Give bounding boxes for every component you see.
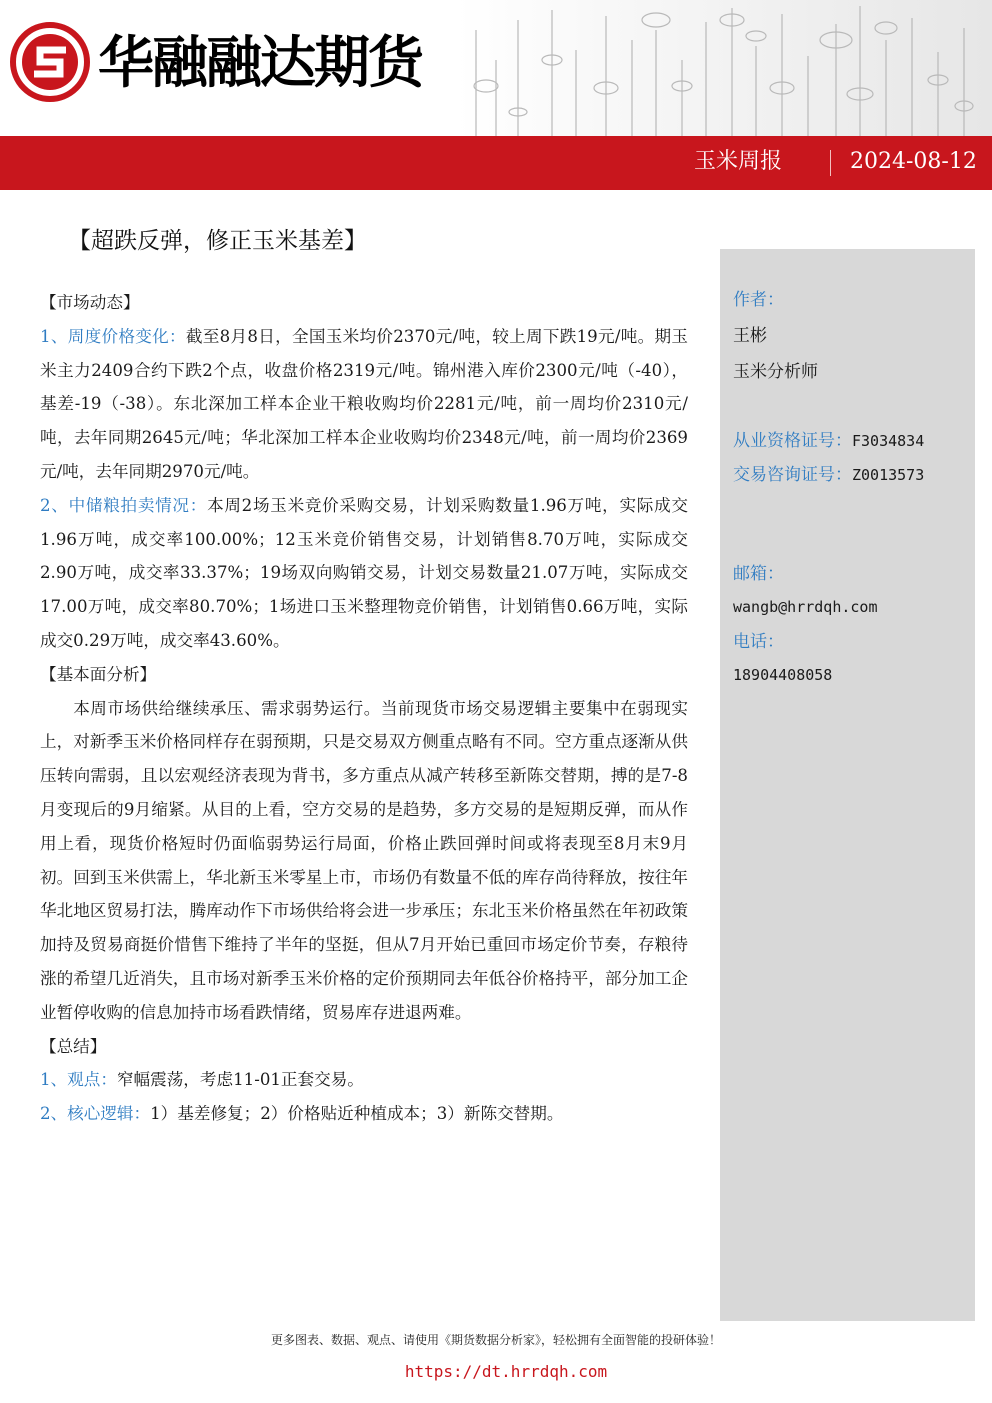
- consult-line: [733, 463, 924, 487]
- author-role: 玉米分析师: [733, 362, 818, 382]
- summary-item-logic-text: 1）基差修复；2）价格贴近种植成本；3）新陈交替期。: [150, 1104, 564, 1124]
- phone-number: 18904408058: [733, 666, 833, 684]
- author-sidebar: [720, 249, 975, 1321]
- section-heading-market: 【市场动态】: [40, 293, 140, 312]
- summary-item-view-label: 1、观点：: [40, 1070, 117, 1090]
- market-item-price-text: 截至8月8日，全国玉米均价2370元/吨，较上周下跌19元/吨。期玉米主力2409合约下跌2个点，收盘价格2319元/吨。锦州港入库价2300元/吨（-40），基差-19（-38）。东北深加工样本企业干粮收购均价2281元/吨，前一周均价2310元/吨，去年同期2645元/吨；华北深加工样本企业收购均价2348元/吨，前一周均价2369元/吨，去年同期2970元/吨。: [40, 326, 689, 481]
- market-item-auction: [40, 489, 688, 658]
- author-label: 作者：: [733, 290, 784, 310]
- footer-link[interactable]: https://dt.hrrdqh.com: [404, 1362, 608, 1381]
- fundamental-text: 本周市场供给继续承压、需求弱势运行。当前现货市场交易逻辑主要集中在弱现实上，对新季玉米价格同样存在弱预期，只是交易双方侧重点略有不同。空方重点逐渐从供压转向需弱，且以宏观经济表现为背书，多方重点从减产转移至新陈交替期，搏的是7-8月变现后的9月缩紧。从目的上看，空方交易的是趋势，多方交易的是短期反弹，而从作用上看，现货价格短时仍面临弱势运行局面，价格止跌回弹时间或将表现至8月末9月初。回到玉米供需上，华北新玉米零星上市，市场仍有数量不低的库存尚待释放，按往年华北地区贸易打法，腾库动作下市场供给将会进一步承压；东北玉米价格虽然在年初政策加持及贸易商挺价惜售下维持了半年的坚挺，但从7月开始已重回市场定价节奏，存粮待涨的希望几近消失，且市场对新季玉米价格的定价预期同去年低谷价格持平，部分加工企业暂停收购的信息加持市场看跌情绪，贸易库存进退两难。: [40, 698, 688, 1022]
- footer-promo: 更多图表、数据、观点、请使用《期货数据分析家》，轻松拥有全面智能的投研体验！: [270, 1333, 721, 1347]
- report-body: [40, 286, 688, 1131]
- qualification-line: [733, 429, 924, 453]
- summary-item-view: [40, 1063, 688, 1097]
- market-item-auction-label: 2、中储粮拍卖情况：: [40, 495, 208, 515]
- header-decoration: [456, 0, 992, 136]
- section-heading-summary: 【总结】: [40, 1036, 107, 1056]
- report-type: 玉米周报: [694, 149, 783, 174]
- company-logo-icon: [10, 22, 90, 102]
- market-item-auction-text: 本周2场玉米竞价采购交易，计划采购数量1.96万吨，实际成交1.96万吨，成交率100.00%；12玉米竞价销售交易，计划销售8.70万吨，实际成交2.90万吨，成交率33.37%；19场双向购销交易，计划交易数量21.07万吨，实际成交17.00万吨，成交率80.70%；1场进口玉米整理物竞价销售，计划销售0.66万吨，实际成交0.29万吨，成交率43.60%。: [40, 495, 688, 650]
- company-name: 华融融达期货: [98, 31, 422, 96]
- section-heading-fundamental: 【基本面分析】: [40, 664, 157, 684]
- author-name: 王彬: [733, 326, 767, 346]
- market-item-price-label: 1、周度价格变化：: [40, 326, 186, 346]
- qualification-number: F3034834: [852, 432, 925, 450]
- market-item-price: [40, 320, 688, 489]
- consult-number: Z0013573: [852, 466, 925, 484]
- summary-item-logic-label: 2、核心逻辑：: [40, 1104, 151, 1124]
- email-label: 邮箱：: [733, 564, 784, 584]
- page-title: 【超跌反弹，修正玉米基差】: [68, 228, 367, 254]
- qualification-label: 从业资格证号：: [733, 431, 852, 451]
- header-red-bar: [0, 136, 992, 190]
- report-date: 2024-08-12: [850, 149, 977, 174]
- phone-label: 电话：: [733, 632, 784, 652]
- email-address[interactable]: wangb@hrrdqh.com: [733, 598, 878, 616]
- summary-item-view-text: 窄幅震荡，考虑11-01正套交易。: [116, 1070, 364, 1090]
- summary-item-logic: [40, 1097, 688, 1131]
- consult-label: 交易咨询证号：: [733, 465, 852, 485]
- header-divider: [830, 150, 831, 176]
